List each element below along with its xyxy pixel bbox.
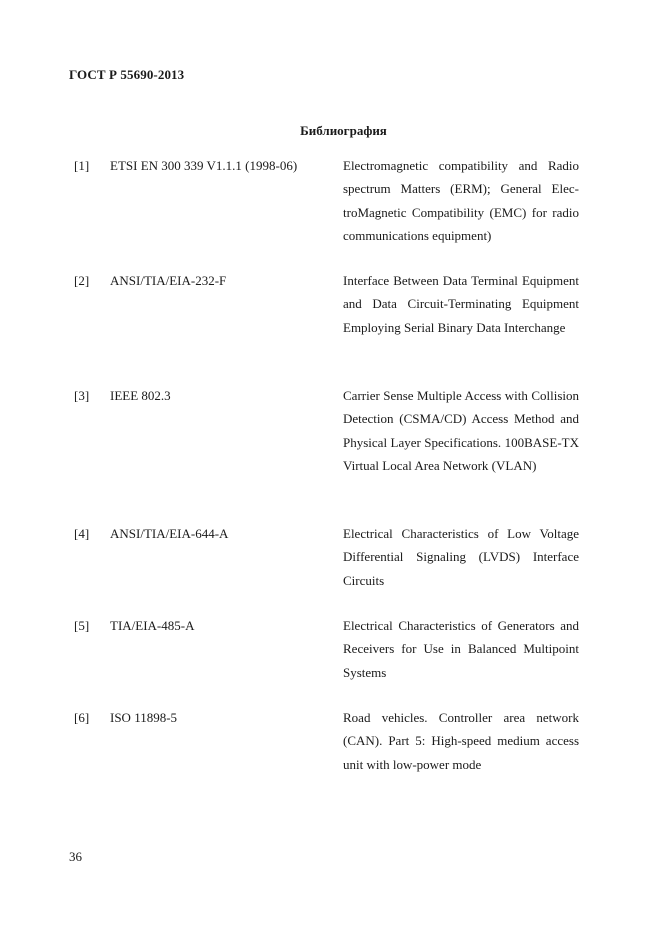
bibliography-title: Библиография <box>300 123 387 138</box>
entry-description: Electromagnetic compatibility and Radio spectrum Matters (ERM); General ElectroMagnetic Compatibility (EMC) for radio communications equipment) <box>343 158 579 243</box>
entry-description: Electrical Characteristics of Low Voltage Differential Signaling (LVDS) Interface Circuits <box>343 526 579 588</box>
entry-reference: ISO 11898-5 <box>110 710 178 725</box>
entry-reference: ANSI/TIA/EIA-232-F <box>110 273 227 288</box>
entry-reference: IEEE 802.3 <box>110 388 171 403</box>
entry-description: Interface Between Data Terminal Equipment and Data Circuit-Terminating Equipment Employing Serial Binary Data Interchange <box>343 273 579 335</box>
entry-number: [5] <box>74 618 90 633</box>
entry-description: Electrical Characteristics of Generators and Receivers for Use in Balanced Multipoint Systems <box>343 618 579 680</box>
page-number: 36 <box>69 849 82 864</box>
entry-number: [6] <box>74 710 90 725</box>
entry-description: Road vehicles. Controller area network (CAN). Part 5: High-speed medium access unit with low-power mode <box>343 710 579 772</box>
entry-number: [4] <box>74 526 90 541</box>
entry-number: [3] <box>74 388 90 403</box>
entry-number: [1] <box>74 158 90 173</box>
entry-reference: TIA/EIA-485-A <box>110 618 195 633</box>
entry-reference: ETSI EN 300 339 V1.1.1 (1998-06) <box>110 158 298 173</box>
entry-reference: ANSI/TIA/EIA-644-A <box>110 526 229 541</box>
document-header: ГОСТ Р 55690-2013 <box>69 67 185 82</box>
entry-description: Carrier Sense Multiple Access with Collision Detection (CSMA/CD) Access Method and Physical Layer Specifications. 100BASE-TX Virtual Local Area Network (VLAN) <box>343 388 579 473</box>
entry-number: [2] <box>74 273 90 288</box>
